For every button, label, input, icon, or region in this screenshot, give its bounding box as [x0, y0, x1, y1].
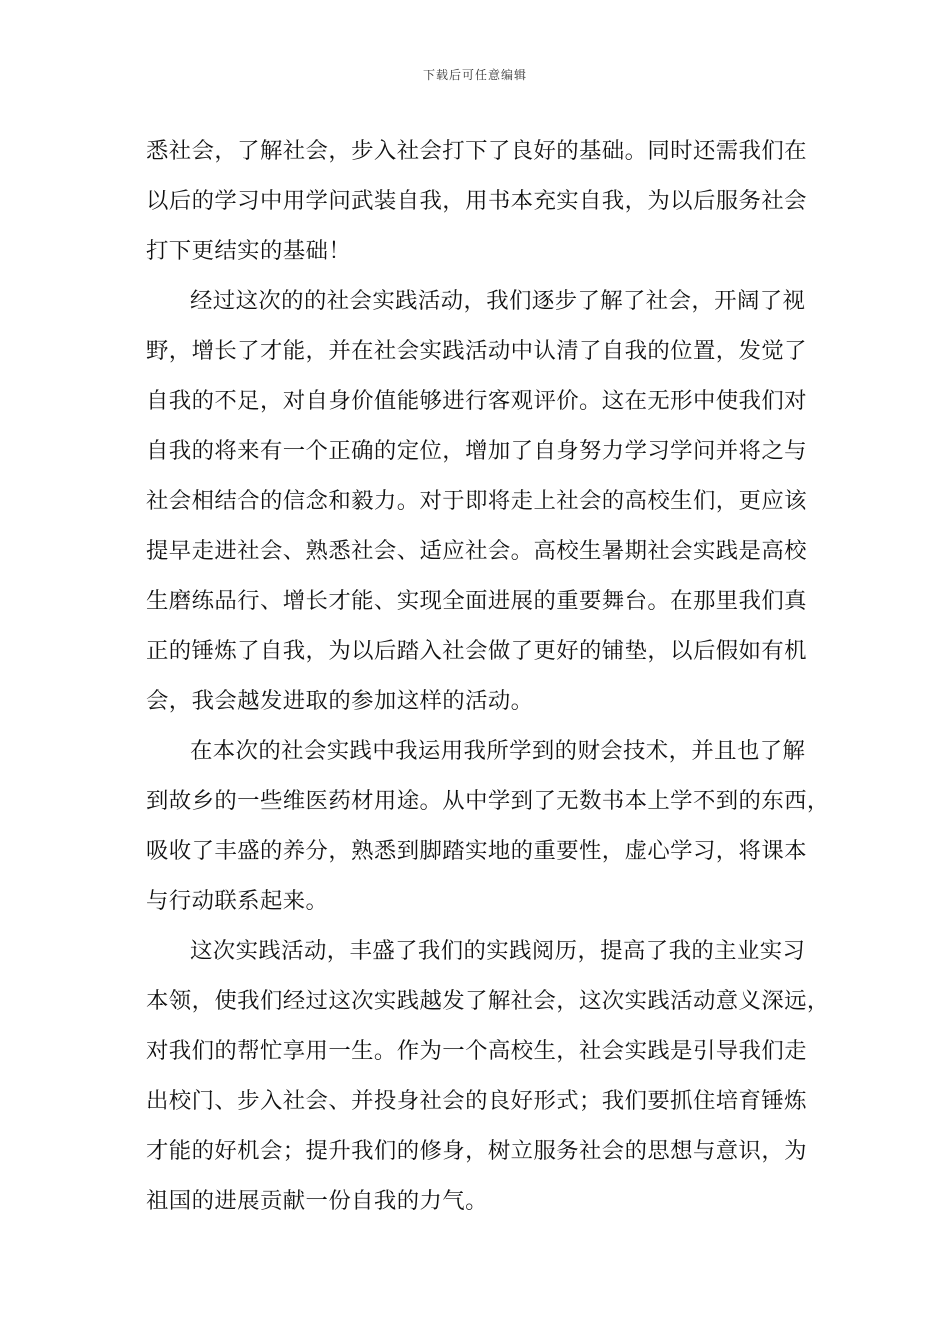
text-line: 野，增长了才能，并在社会实践活动中认清了自我的位置，发觉了 — [146, 338, 807, 364]
text-line: 生磨练品行、增长才能、实现全面进展的重要舞台。在那里我们真 — [146, 588, 807, 614]
text-line: 正的锤炼了自我，为以后踏入社会做了更好的铺垫，以后假如有机 — [146, 638, 807, 664]
text-line: 以后的学习中用学问武装自我，用书本充实自我，为以后服务社会 — [146, 188, 807, 214]
paragraph-first-line: 这次实践活动，丰盛了我们的实践阅历，提高了我的主业实习 — [190, 938, 806, 964]
header-note: 下载后可任意编辑 — [422, 68, 527, 82]
text-line: 打下更结实的基础！ — [146, 238, 352, 264]
text-line: 悉社会，了解社会，步入社会打下了良好的基础。同时还需我们在 — [146, 138, 807, 164]
paragraph-first-line: 在本次的社会实践中我运用我所学到的财会技术，并且也了解 — [190, 738, 806, 764]
text-line: 与行动联系起来。 — [146, 888, 329, 914]
text-line: 对我们的帮忙享用一生。作为一个高校生，社会实践是引导我们走 — [146, 1038, 807, 1064]
text-line: 本领，使我们经过这次实践越发了解社会，这次实践活动意义深远， — [146, 988, 830, 1014]
paragraph-first-line: 经过这次的的社会实践活动，我们逐步了解了社会，开阔了视 — [190, 288, 806, 314]
text-line: 会，我会越发进取的参加这样的活动。 — [146, 688, 534, 714]
text-line: 社会相结合的信念和毅力。对于即将走上社会的高校生们，更应该 — [146, 488, 807, 514]
text-line: 提早走进社会、熟悉社会、适应社会。高校生暑期社会实践是高校 — [146, 538, 807, 564]
text-line: 吸收了丰盛的养分，熟悉到脚踏实地的重要性，虚心学习，将课本 — [146, 838, 807, 864]
text-line: 自我的不足，对自身价值能够进行客观评价。这在无形中使我们对 — [146, 388, 807, 414]
text-line: 祖国的进展贡献一份自我的力气。 — [146, 1188, 488, 1214]
text-line: 出校门、步入社会、并投身社会的良好形式；我们要抓住培育锤炼 — [146, 1088, 807, 1114]
text-line: 自我的将来有一个正确的定位，增加了自身努力学习学问并将之与 — [146, 438, 807, 464]
text-line: 到故乡的一些维医药材用途。从中学到了无数书本上学不到的东西， — [146, 788, 830, 814]
text-line: 才能的好机会；提升我们的修身，树立服务社会的思想与意识，为 — [146, 1138, 807, 1164]
